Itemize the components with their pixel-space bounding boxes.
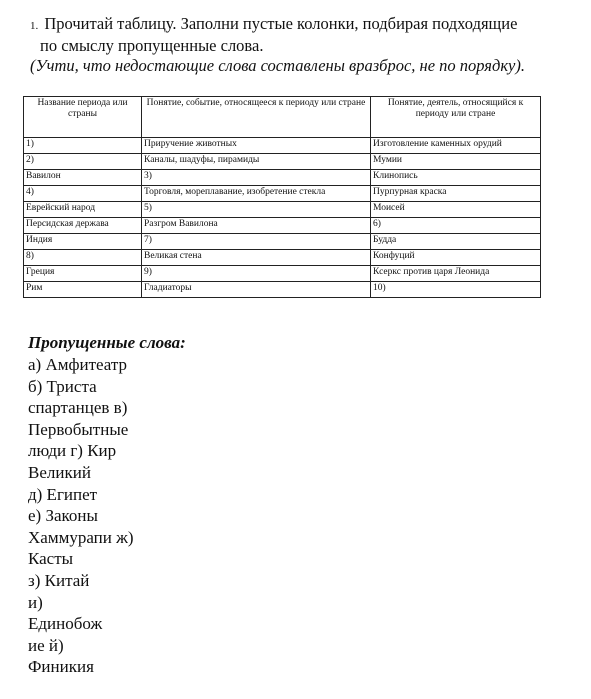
table-cell: Греция bbox=[24, 266, 142, 282]
history-table bbox=[23, 96, 541, 298]
table-cell: 2) bbox=[24, 154, 142, 170]
table-cell: Торговля, мореплавание, изобретение стекла bbox=[142, 186, 371, 202]
missing-word-line: д) Египет bbox=[28, 484, 98, 504]
missing-word-line: Великий bbox=[28, 462, 91, 482]
missing-word-line: а) Амфитеатр bbox=[28, 355, 128, 374]
missing-word-line: и) bbox=[28, 592, 43, 612]
table-cell: Мумии bbox=[371, 154, 541, 170]
table-row bbox=[24, 250, 541, 266]
table-row bbox=[24, 266, 541, 282]
task-text: Прочитай таблицу. Заполни пустые колонки, подбирая подходящие bbox=[44, 14, 518, 33]
table-cell: 10) bbox=[371, 282, 541, 298]
missing-word-line: Первобытные bbox=[28, 419, 129, 439]
missing-word-line: Касты bbox=[28, 549, 74, 569]
missing-words-title: Пропущенные слова: bbox=[28, 333, 186, 352]
table-cell: Моисей bbox=[371, 202, 541, 218]
missing-word-line: е) Законы bbox=[28, 506, 98, 526]
table-cell: 6) bbox=[371, 218, 541, 234]
table-cell: 1) bbox=[24, 138, 142, 154]
table-cell: Конфуций bbox=[371, 250, 541, 266]
table-cell: 3) bbox=[142, 170, 371, 186]
task-line-2: по смыслу пропущенные слова. bbox=[40, 36, 264, 55]
missing-word-line: Единобож bbox=[28, 614, 103, 634]
header-event: Понятие, событие, относящееся к периоду или стране bbox=[142, 97, 371, 138]
table-row bbox=[24, 138, 541, 154]
table-cell: Клинопись bbox=[371, 170, 541, 186]
table-cell: 5) bbox=[142, 202, 371, 218]
missing-word-line: люди г) Кир bbox=[28, 441, 117, 461]
header-figure: Понятие, деятель, относящийся к периоду или стране bbox=[371, 97, 541, 138]
task-note: (Учти, что недостающие слова составлены вразброс, не по порядку). bbox=[30, 56, 525, 75]
table-cell: 4) bbox=[24, 186, 142, 202]
table-row bbox=[24, 170, 541, 186]
table-cell: Еврейский народ bbox=[24, 202, 142, 218]
table-row bbox=[24, 282, 541, 298]
table-header-row bbox=[24, 97, 541, 138]
table-cell: 7) bbox=[142, 234, 371, 250]
table-cell: Индия bbox=[24, 234, 142, 250]
missing-word-line: Финикия bbox=[28, 657, 94, 677]
missing-word-line: ие й) bbox=[28, 635, 64, 655]
table-cell: Гладиаторы bbox=[142, 282, 371, 298]
table-cell: Рим bbox=[24, 282, 142, 298]
missing-word-line: спартанцев в) bbox=[28, 398, 128, 418]
table-cell: Ксеркс против царя Леонида bbox=[371, 266, 541, 282]
table-row bbox=[24, 234, 541, 250]
table-cell: Пурпурная краска bbox=[371, 186, 541, 202]
task-line-1 bbox=[30, 14, 575, 36]
missing-word-line: б) Триста bbox=[28, 376, 97, 396]
table-cell: 9) bbox=[142, 266, 371, 282]
table-cell: Каналы, шадуфы, пирамиды bbox=[142, 154, 371, 170]
missing-words bbox=[28, 332, 228, 678]
table-row bbox=[24, 218, 541, 234]
table-cell: Разгром Вавилона bbox=[142, 218, 371, 234]
missing-word-line: з) Китай bbox=[28, 570, 90, 590]
table-cell: 8) bbox=[24, 250, 142, 266]
table-cell: Будда bbox=[371, 234, 541, 250]
table-row bbox=[24, 202, 541, 218]
table-cell: Вавилон bbox=[24, 170, 142, 186]
table-cell: Персидская держава bbox=[24, 218, 142, 234]
table-cell: Приручение животных bbox=[142, 138, 371, 154]
table-row bbox=[24, 186, 541, 202]
table-cell: Изготовление каменных орудий bbox=[371, 138, 541, 154]
table-row bbox=[24, 154, 541, 170]
task-number: 1. bbox=[30, 20, 39, 32]
table-cell: Великая стена bbox=[142, 250, 371, 266]
header-period: Название периода или страны bbox=[24, 97, 142, 138]
missing-word-line: Хаммурапи ж) bbox=[28, 527, 134, 547]
task-instructions bbox=[30, 14, 575, 76]
